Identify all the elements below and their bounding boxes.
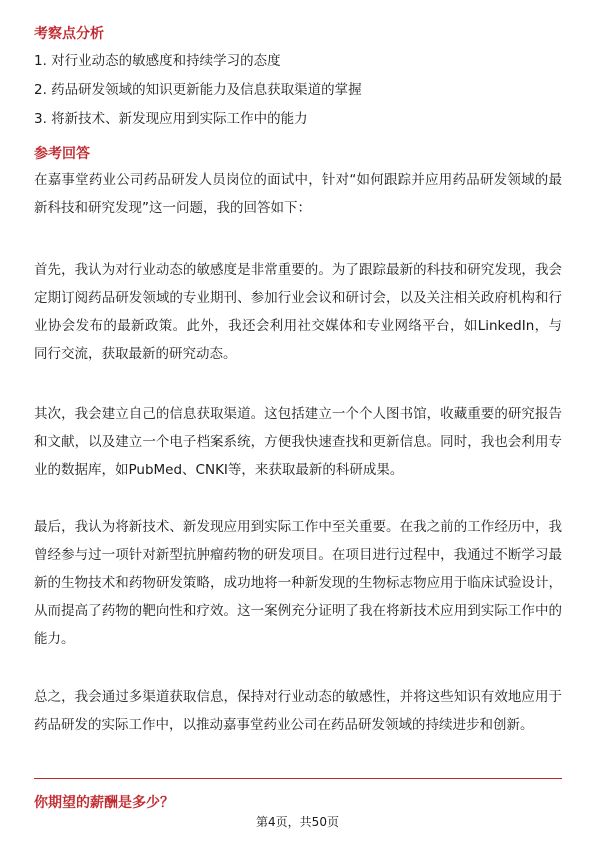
answer-paragraph-conclusion: 总之，我会通过多渠道获取信息，保持对行业动态的敏感性，并将这些知识有效地应用于药品研发的实际工作中，以推动嘉事堂药业公司在药品研发领域的持续进步和创新。	[34, 689, 562, 733]
page-number: 第4页，共50页	[256, 815, 339, 829]
analysis-item-3: 3. 将新技术、新发现应用到实际工作中的能力	[34, 111, 308, 127]
analysis-item-1: 1. 对行业动态的敏感度和持续学习的态度	[34, 53, 281, 69]
answer-paragraph-second: 其次，我会建立自己的信息获取渠道。这包括建立一个个人图书馆，收藏重要的研究报告和文献，以及建立一个电子档案系统，方便我快速查找和更新信息。同时，我也会利用专业的数据库，如PubMed、CNKI等，来获取最新的科研成果。	[34, 406, 562, 478]
next-question-heading: 你期望的薪酬是多少？	[34, 795, 174, 811]
answer-paragraph-first: 首先，我认为对行业动态的敏感度是非常重要的。为了跟踪最新的科技和研究发现，我会定期订阅药品研发领域的专业期刊、参加行业会议和研讨会，以及关注相关政府机构和行业协会发布的最新政策。此外，我还会利用社交媒体和专业网络平台，如LinkedIn，与同行交流，获取最新的研究动态。	[34, 262, 562, 362]
answer-heading: 参考回答	[34, 146, 90, 162]
answer-paragraph-intro: 在嘉事堂药业公司药品研发人员岗位的面试中，针对“如何跟踪并应用药品研发领域的最新科技和研究发现”这一问题，我的回答如下：	[34, 172, 562, 216]
answer-paragraph-third: 最后，我认为将新技术、新发现应用到实际工作中至关重要。在我之前的工作经历中，我曾经参与过一项针对新型抗肿瘤药物的研发项目。在项目进行过程中，我通过不断学习最新的生物技术和药物研发策略，成功地将一种新发现的生物标志物应用于临床试验设计，从而提高了药物的靶向性和疗效。这一案例充分证明了我在将新技术应用到实际工作中的能力。	[34, 519, 562, 647]
analysis-heading: 考察点分析	[34, 26, 104, 42]
section-divider	[34, 778, 562, 779]
analysis-item-2: 2. 药品研发领域的知识更新能力及信息获取渠道的掌握	[34, 82, 362, 98]
